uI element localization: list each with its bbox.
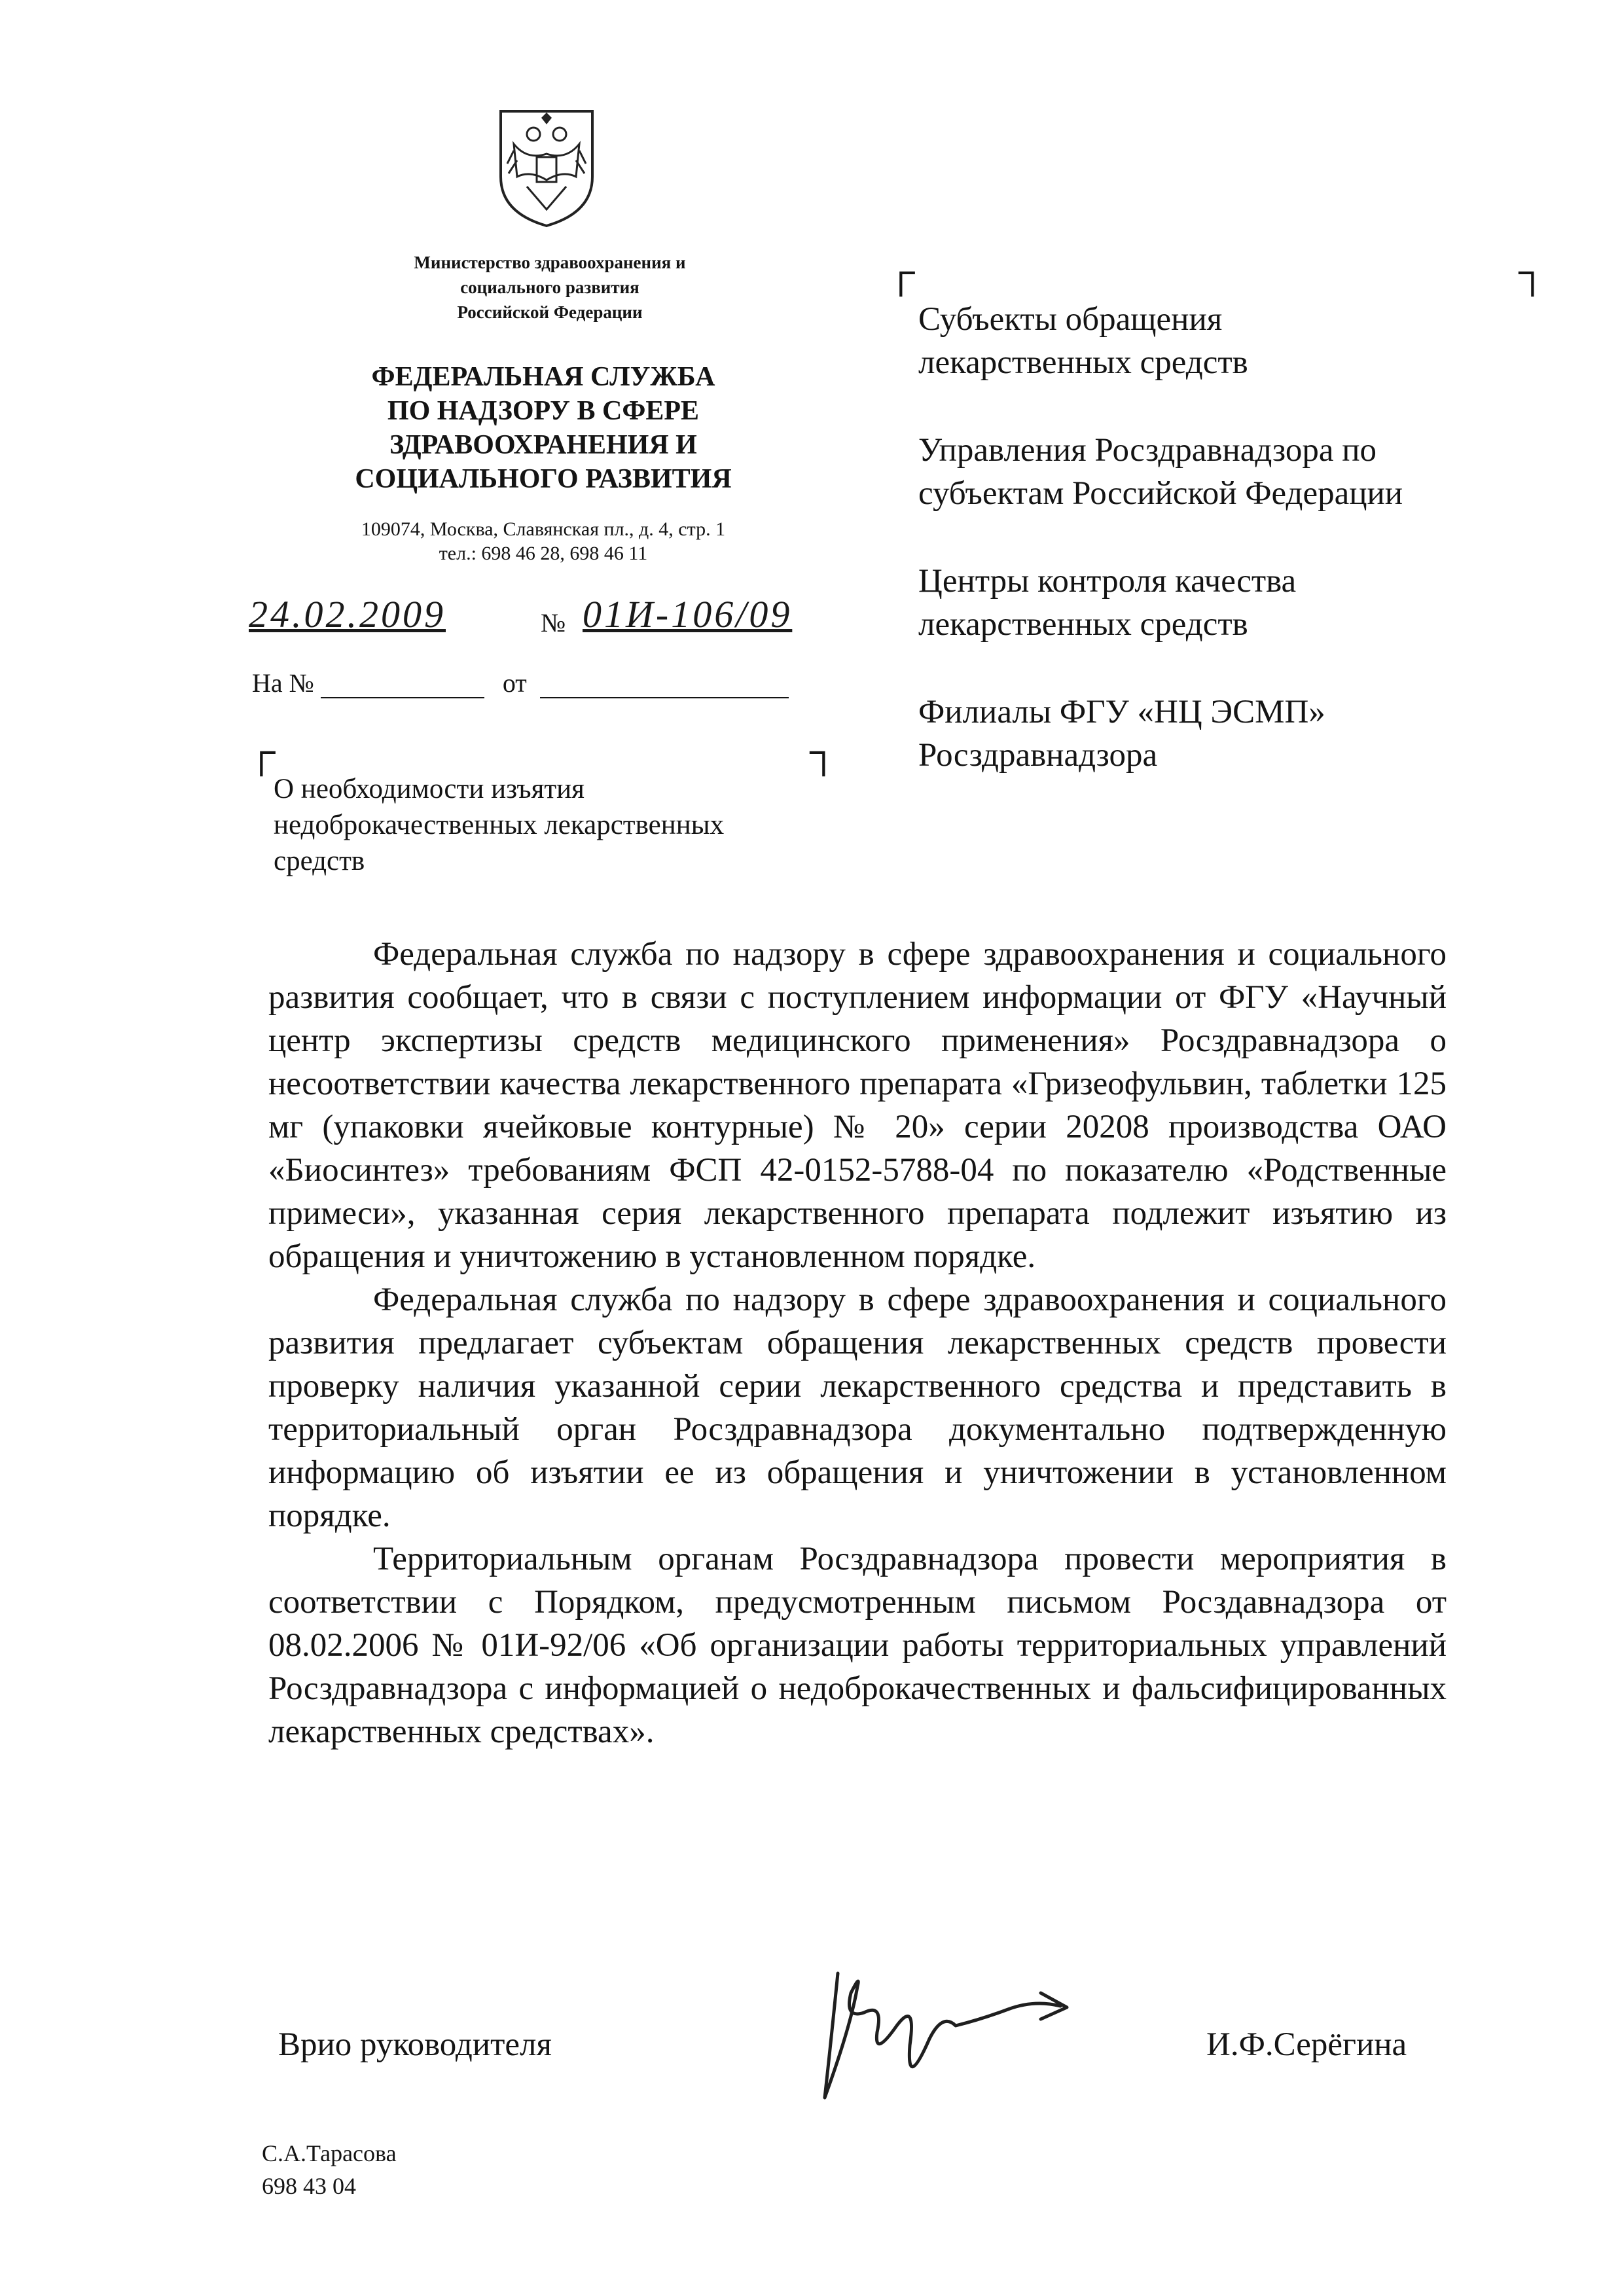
reference-number-blank <box>321 671 484 698</box>
recipient: Центры контроля качества лекарственных средств <box>918 563 1297 643</box>
recipient: Филиалы ФГУ «НЦ ЭСМП» Росздравнадзора <box>918 694 1325 774</box>
subject-corner-right: ┐ <box>810 730 838 773</box>
registration-date: 24.02.2009 <box>249 593 446 636</box>
recipient-corner-left: ┌ <box>887 250 915 293</box>
recipient-corner-right: ┐ <box>1519 250 1547 293</box>
signatory-name: И.Ф.Серёгина <box>1206 2026 1407 2063</box>
executor-name: С.А.Тарасова <box>262 2140 397 2166</box>
body-paragraph: Территориальным органам Росздравнадзора провести мероприятия в соответствии с Порядком, предусмотренным письмом Росздавнадзора от 08.02.2006 № 01И-92/06 «Об организации работы территориальных управлений Росздравнадзора с информацией о недоброкачественных и фальсифицированных лекарственных средствах». <box>268 1541 1447 1750</box>
executor-block <box>262 2137 397 2202</box>
signatory-title: Врио руководителя <box>278 2026 552 2063</box>
subject-corner-left: ┌ <box>247 730 276 773</box>
address: 109074, Москва, Славянская пл., д. 4, стр. 1 <box>361 518 726 540</box>
coat-of-arms-icon <box>488 98 605 229</box>
reference-label: На № <box>252 668 314 698</box>
letter-subject: О необходимости изъятия недоброкачественных лекарственных средств <box>274 774 725 876</box>
reference-from-label: от <box>502 668 527 698</box>
service-name: ФЕДЕРАЛЬНАЯ СЛУЖБА ПО НАДЗОРУ В СФЕРЕ ЗДРАВООХРАНЕНИЯ И СОЦИАЛЬНОГО РАЗВИТИЯ <box>355 362 732 494</box>
letter-body <box>268 933 1447 1753</box>
executor-phone: 698 43 04 <box>262 2173 356 2199</box>
recipient: Управления Росздравнадзора по субъектам Российской Федерации <box>918 432 1403 512</box>
reference-line <box>252 668 789 698</box>
phones: тел.: 698 46 28, 698 46 11 <box>439 543 648 564</box>
handwritten-signature-icon <box>812 1947 1100 2117</box>
body-paragraph: Федеральная служба по надзору в сфере здравоохранения и социального развития сообщает, что в связи с поступлением информации от ФГУ «Научный центр экспертизы средств медицинского применения» Росздравнадзора о несоответствии качества лекарственного препарата «Гризеофульвин, таблетки 125 мг (упаковки ячейковые контурные) № 20» серии 20208 производства ОАО «Биосинтез» требованиям ФСП 42-0152-5788-04 по показателю «Родственные примеси», указанная серия лекарственного препарата подлежит изъятию из обращения и уничтожению в установленном порядке. <box>268 936 1447 1275</box>
number-sign: № <box>541 608 566 637</box>
reference-date-blank <box>540 671 789 698</box>
registration-number: 01И-106/09 <box>583 593 793 636</box>
recipients-block <box>918 298 1579 821</box>
ministry-name: Министерство здравоохранения и социального развития Российской Федерации <box>414 253 686 322</box>
address-block <box>281 517 805 565</box>
body-paragraph: Федеральная служба по надзору в сфере здравоохранения и социального развития предлагает субъектам обращения лекарственных средств провести проверку наличия указанной серии лекарственного средства и представить в территориальный орган Росздравнадзора документально подтвержденную информацию об изъятии ее из обращения и уничтожении в установленном порядке. <box>268 1282 1447 1534</box>
recipient: Субъекты обращения лекарственных средств <box>918 301 1248 381</box>
